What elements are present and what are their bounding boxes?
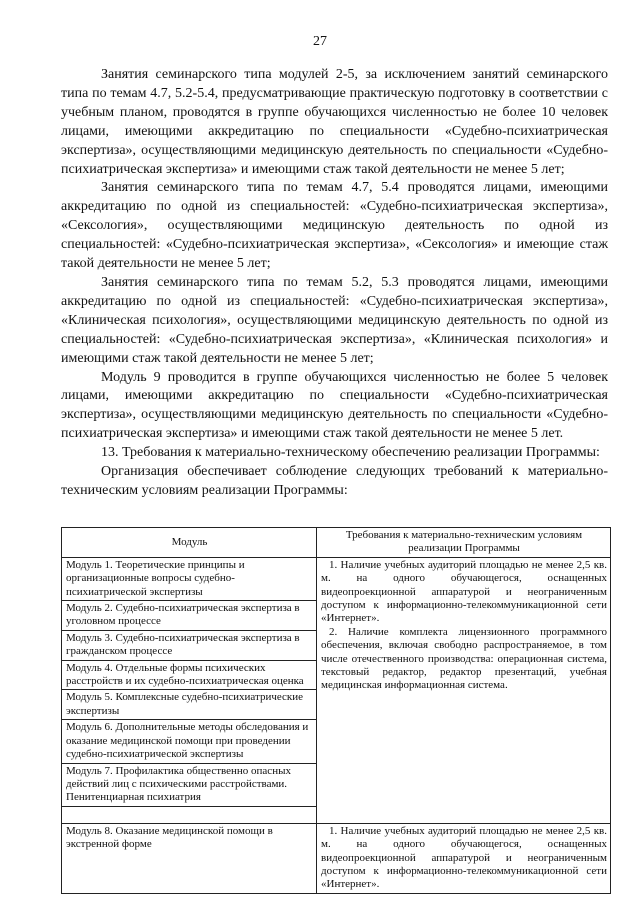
requirement-item: 1. Наличие учебных аудиторий площадью не менее 2,5 кв. м. на одного обучающегося, оснащенных видеопроекционной аппаратурой и неограниченным доступом к информационно-телекоммуникационной сети «Интернет». — [321, 824, 607, 891]
requirements-table — [61, 527, 611, 894]
requirements-cell-group-2 — [317, 823, 611, 893]
paragraph-seminar-topics-5-2-5-3: Занятия семинарского типа по темам 5.2, 5.3 проводятся лицами, имеющими аккредитацию по одной из специальностей: «Судебно-психиатрическая экспертиза», «Клиническая психология», осуществляющими медицинскую деятельность по одной из специальностей: «Судебно-психиатрическая экспертиза», «Клиническая психология» и имеющими стаж такой деятельности не менее 5 лет; — [61, 274, 608, 366]
requirement-item: 2. Наличие комплекта лицензионного программного обеспечения, включая свободно распространяемое, в том числе отечественного производства: операционная система, текстовый редактор, редактор презентаций, учебная медицинская информационная система. — [321, 625, 607, 692]
empty-cell — [62, 806, 317, 823]
requirement-item: 1. Наличие учебных аудиторий площадью не менее 2,5 кв. м. на одного обучающегося, оснащенных видеопроекционной аппаратурой и неограниченным доступом к информационно-телекоммуникационной сети «Интернет». — [321, 558, 607, 625]
paragraph-seminar-topics-4-7-5-4: Занятия семинарского типа по темам 4.7, 5.4 проводятся лицами, имеющими аккредитацию по одной из специальностей: «Судебно-психиатрическая экспертиза», «Сексология», осуществляющими медицинскую деятельность по одной из специальностей: «Судебно-психиатрическая экспертиза», «Сексология» и имеющие стаж такой деятельности не менее 5 лет; — [61, 180, 608, 272]
module-cell: Модуль 5. Комплексные судебно-психиатрические экспертизы — [62, 690, 317, 720]
requirements-cell-group-1 — [317, 557, 611, 823]
module-cell: Модуль 3. Судебно-психиатрическая экспертиза в гражданском процессе — [62, 630, 317, 660]
paragraph-organization-requirements: Организация обеспечивает соблюдение следующих требований к материально-техническим условиям реализации Программы: — [61, 464, 608, 498]
module-cell: Модуль 7. Профилактика общественно опасных действий лиц с психическими расстройствами. Пенитенциарная психиатрия — [62, 763, 317, 806]
paragraph-module-9: Модуль 9 проводится в группе обучающихся численностью не более 5 человек лицами, имеющими аккредитацию по специальности «Судебно-психиатрическая экспертиза», осуществляющими медицинскую деятельность по специальности «Судебно-психиатрическая экспертиза» и имеющими стаж такой деятельности не менее 5 лет. — [61, 369, 608, 442]
module-cell: Модуль 6. Дополнительные методы обследования и оказание медицинской помощи при проведении судебно-психиатрической экспертизы — [62, 720, 317, 763]
header-requirements: Требования к материально-техническим условиям реализации Программы — [317, 528, 611, 558]
table-row — [62, 557, 611, 600]
header-module: Модуль — [62, 528, 317, 558]
section-heading-13: 13. Требования к материально-техническому обеспечению реализации Программы: — [101, 445, 600, 461]
table-header-row — [62, 528, 611, 558]
document-body — [61, 66, 608, 501]
page-number: 27 — [313, 34, 327, 49]
module-cell: Модуль 2. Судебно-психиатрическая экспертиза в уголовном процессе — [62, 601, 317, 631]
module-cell: Модуль 4. Отдельные формы психических расстройств и их судебно-психиатрическая оценка — [62, 660, 317, 690]
paragraph-seminar-modules-2-5: Занятия семинарского типа модулей 2-5, за исключением занятий семинарского типа по темам 4.7, 5.2-5.4, предусматривающие практическую подготовку в соответствии с учебным планом, проводятся в группе обучающихся численностью не более 10 человек лицами, имеющими аккредитацию по специальности «Судебно-психиатрическая экспертиза», осуществляющими медицинскую деятельность по специальности «Судебно-психиатрическая экспертиза» и имеющими стаж такой деятельности не менее 5 лет; — [61, 67, 608, 177]
module-cell: Модуль 8. Оказание медицинской помощи в экстренной форме — [62, 823, 317, 893]
module-cell: Модуль 1. Теоретические принципы и организационные вопросы судебно-психиатрической экспертизы — [62, 557, 317, 600]
table-row — [62, 823, 611, 893]
